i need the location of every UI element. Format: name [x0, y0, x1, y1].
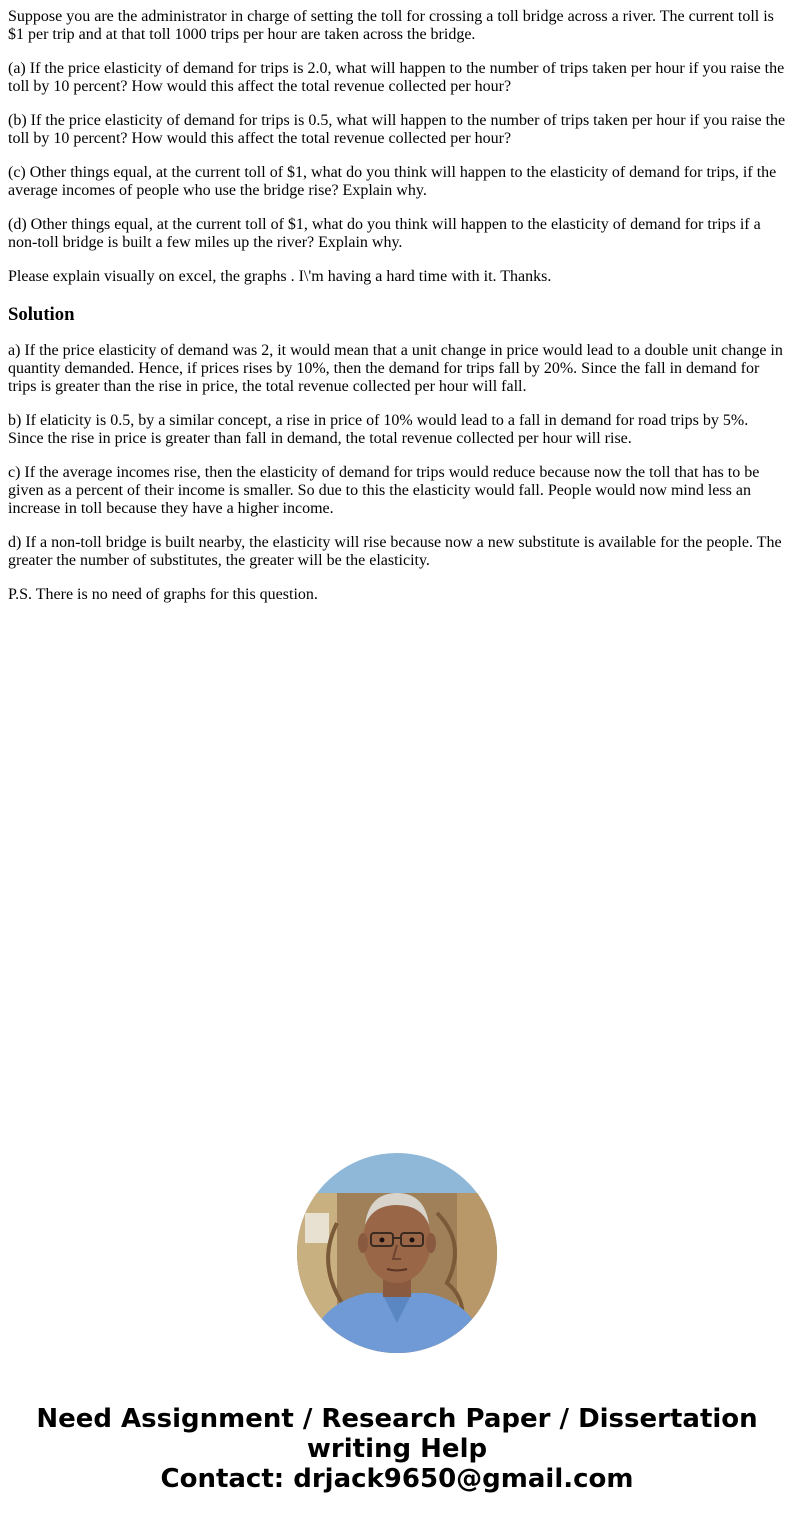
question-intro: Suppose you are the administrator in charge of setting the toll for crossing a toll bridge across a river. The current toll is $1 per trip and at that toll 1000 trips per hour are taken across the bridge.	[8, 8, 774, 43]
question-request: Please explain visually on excel, the graphs . I\'m having a hard time with it. Thanks.	[8, 268, 552, 285]
footer-line-1: Need Assignment / Research Paper / Dissertation	[36, 1404, 758, 1434]
solution-answer-d: d) If a non-toll bridge is built nearby, the elasticity will rise because now a new substitute is available for the people. The greater the number of substitutes, the greater will be the elasticity.	[8, 534, 782, 569]
question-part-d: (d) Other things equal, at the current toll of $1, what do you think will happen to the elasticity of demand for trips if a non-toll bridge is built a few miles up the river? Explain why.	[8, 216, 761, 251]
question-part-c: (c) Other things equal, at the current toll of $1, what do you think will happen to the elasticity of demand for trips, if the average incomes of people who use the bridge rise? Explain why.	[8, 164, 777, 199]
promo-footer	[0, 1404, 794, 1494]
tutor-avatar	[297, 1153, 497, 1353]
footer-contact: Contact: drjack9650@gmail.com	[160, 1464, 634, 1494]
footer-line-2: writing Help	[306, 1434, 488, 1464]
question-part-a: (a) If the price elasticity of demand for trips is 2.0, what will happen to the number of trips taken per hour if you raise the toll by 10 percent? How would this affect the total revenue collected per hour?	[8, 60, 785, 95]
document-content	[0, 0, 794, 604]
solution-answer-c: c) If the average incomes rise, then the elasticity of demand for trips would reduce because now the toll that has to be given as a percent of their income is smaller. So due to this the elasticity would fall. People would now mind less an increase in toll because they have a higher income.	[8, 464, 760, 517]
avatar-portrait-image	[297, 1153, 497, 1353]
solution-answer-a: a) If the price elasticity of demand was 2, it would mean that a unit change in price would lead to a double unit change in quantity demanded. Hence, if prices rises by 10%, then the demand for trips fall by 20%. Since the fall in demand for trips is greater than the rise in price, the total revenue collected per hour will fall.	[8, 342, 783, 395]
solution-heading: Solution	[8, 304, 75, 325]
solution-ps: P.S. There is no need of graphs for this question.	[8, 586, 318, 603]
question-part-b: (b) If the price elasticity of demand for trips is 0.5, what will happen to the number of trips taken per hour if you raise the toll by 10 percent? How would this affect the total revenue collected per hour?	[8, 112, 786, 147]
solution-answer-b: b) If elaticity is 0.5, by a similar concept, a rise in price of 10% would lead to a fall in demand for road trips by 5%. Since the rise in price is greater than fall in demand, the total revenue collected per hour will rise.	[8, 412, 749, 447]
